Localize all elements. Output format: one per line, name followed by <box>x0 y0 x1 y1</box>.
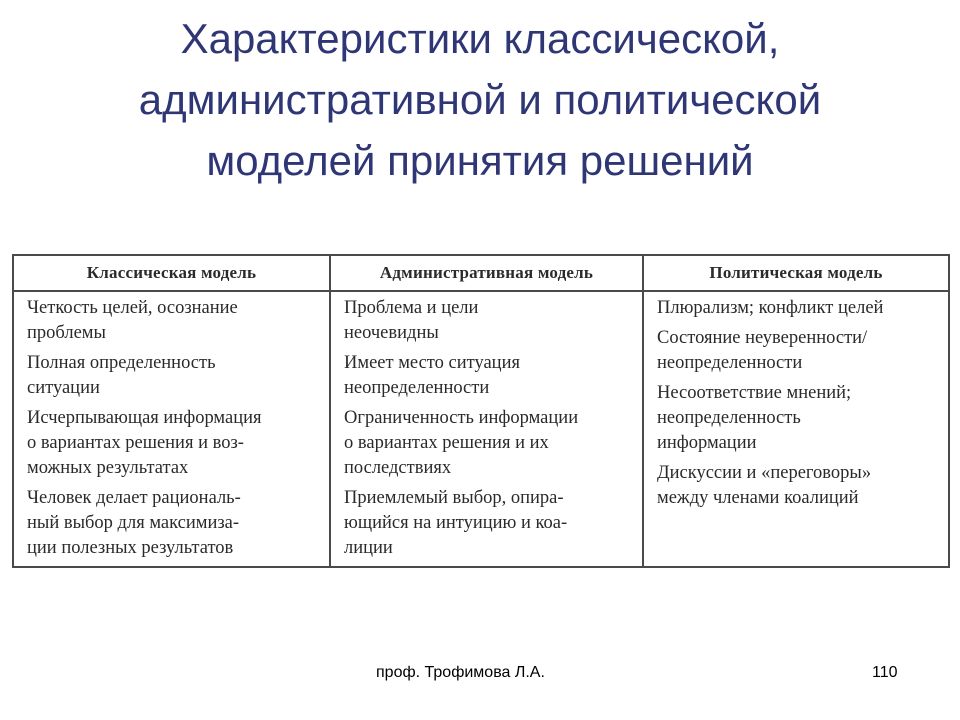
decision-models-table <box>12 254 950 568</box>
footer-author: проф. Трофимова Л.А. <box>376 664 545 681</box>
political-model-list <box>644 292 948 511</box>
list-item: Состояние неуверенности/ неопределенности <box>657 328 868 373</box>
slide-title-line-2: административной и политической <box>138 76 822 123</box>
column-administrative-model <box>329 292 642 566</box>
list-item: Плюрализм; конфликт целей <box>657 298 884 318</box>
list-item: Четкость целей, осознание проблемы <box>27 298 238 343</box>
list-item: Полная определенность ситуации <box>27 353 216 398</box>
table-header-row <box>14 256 948 292</box>
list-item: Несоответствие мнений; неопределенность информации <box>657 383 852 453</box>
header-political-model: Политическая модель <box>642 256 948 290</box>
list-item: Имеет место ситуация неопределенности <box>344 353 520 398</box>
list-item: Исчерпывающая информация о вариантах решения и воз- можных результатах <box>27 408 262 478</box>
list-item: Приемлемый выбор, опира- ющийся на интуицию и коа- лиции <box>344 488 568 558</box>
slide-title-line-1: Характеристики классической, <box>180 15 780 62</box>
header-administrative-model: Административная модель <box>329 256 642 290</box>
classical-model-list <box>14 292 329 561</box>
list-item: Проблема и цели неочевидны <box>344 298 479 343</box>
list-item: Человек делает рациональ- ный выбор для максимиза- ции полезных результатов <box>27 488 241 558</box>
page-number: 110 <box>872 664 898 681</box>
list-item: Ограниченность информации о вариантах решения и их последствиях <box>344 408 579 478</box>
administrative-model-list <box>331 292 642 561</box>
slide-title-line-3: моделей принятия решений <box>206 137 754 184</box>
column-political-model <box>642 292 948 566</box>
slide-title <box>40 8 920 191</box>
column-classical-model <box>14 292 329 566</box>
table-body-row <box>14 292 948 566</box>
header-classical-model: Классическая модель <box>86 263 257 282</box>
list-item: Дискуссии и «переговоры» между членами коалиций <box>657 463 872 508</box>
